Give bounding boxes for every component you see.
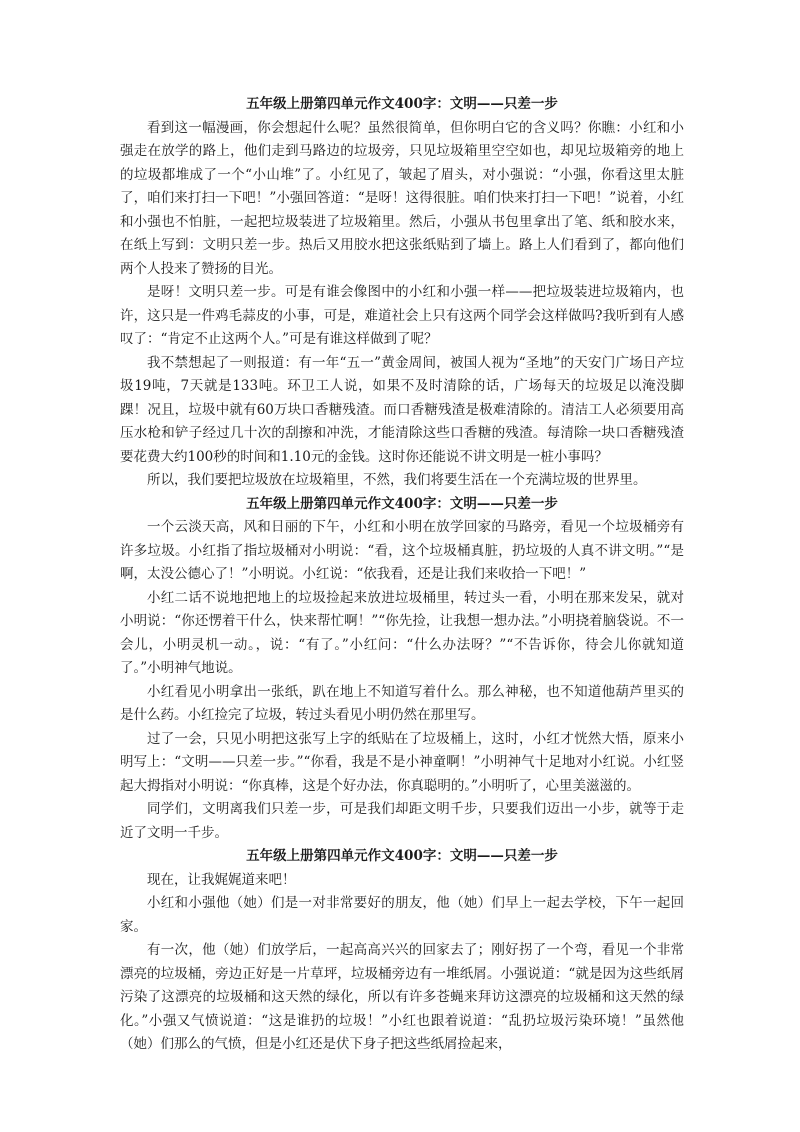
paragraph: 一个云淡天高，风和日丽的下午，小红和小明在放学回家的马路旁，看见一个垃圾桶旁有许多垃圾。小红指了指垃圾桶对小明说：“看，这个垃圾桶真脏，扔垃圾的人真不讲文明。”“是啊，太没公德心了！”小明说。小红说：“依我看，还是让我们来收拾一下吧！” — [120, 519, 684, 582]
paragraph: 是呀！文明只差一步。可是有谁会像图中的小红和小强一样——把垃圾装进垃圾箱内，也许，这只是一件鸡毛蒜皮的小事，可是，难道社会上只有这两个同学会这样做吗?我听到有人感叹了：“肯定不止这两个人。”可是有谁这样做到了呢？ — [120, 284, 684, 347]
paragraph: 看到这一幅漫画，你会想起什么呢？虽然很简单，但你明白它的含义吗？你瞧：小红和小强走在放学的路上，他们走到马路边的垃圾旁，只见垃圾箱里空空如也，却见垃圾箱旁的地上的垃圾都堆成了一个“小山堆”了。小红见了，皱起了眉头，对小强说：“小强，你看这里太脏了，咱们来打扫一下吧！”小强回答道：“是呀！这得很脏。咱们快来打扫一下吧！”说着，小红和小强也不怕脏，一起把垃圾装进了垃圾箱里。然后，小强从书包里拿出了笔、纸和胶水来，在纸上写到：文明只差一步。热后又用胶水把这张纸贴到了墙上。路上人们看到了，都向他们两个人投来了赞扬的目光。 — [120, 119, 684, 277]
paragraph: 小红看见小明拿出一张纸，趴在地上不知道写着什么。那么神秘，也不知道他葫芦里买的是什么药。小红捡完了垃圾，转过头看见小明仍然在那里写。 — [120, 683, 684, 723]
paragraph: 有一次，他（她）们放学后，一起高高兴兴的回家去了；刚好拐了一个弯，看见一个非常漂亮的垃圾桶，旁边正好是一片草坪，垃圾桶旁边有一堆纸屑。小强说道：“就是因为这些纸屑污染了这漂亮的垃圾桶和这天然的绿化，所以有许多苍蝇来拜访这漂亮的垃圾桶和这天然的绿化。”小强又气愤说道：“这是谁扔的垃圾！”小红也跟着说道：“乱扔垃圾污染环境！”虽然他（她）们那么的气愤，但是小红还是伏下身子把这些纸屑捡起来， — [120, 942, 684, 1052]
essay-section-3 — [120, 845, 684, 1057]
essay-section-1 — [120, 93, 684, 493]
essay-title: 五年级上册第四单元作文400字：文明——只差一步 — [246, 495, 558, 512]
essay-title: 五年级上册第四单元作文400字：文明——只差一步 — [246, 848, 558, 864]
document-page — [120, 93, 684, 1057]
essay-section-2 — [120, 493, 684, 846]
paragraph: 小红二话不说地把地上的垃圾捡起来放进垃圾桶里，转过头一看，小明在那来发呆，就对小明说：“你还愣着干什么，快来帮忙啊！”“你先捡，让我想一想办法。”小明挠着脑袋说。不一会儿，小明灵机一动。，说：“有了。”小红问：“什么办法呀？”“不告诉你，待会儿你就知道了。”小明神气地说。 — [120, 589, 684, 676]
paragraph: 小红和小强他（她）们是一对非常要好的朋友，他（她）们早上一起去学校，下午一起回家。 — [120, 895, 684, 935]
essay-title: 五年级上册第四单元作文400字：文明——只差一步 — [246, 96, 558, 112]
paragraph: 现在，让我娓娓道来吧！ — [147, 871, 296, 888]
paragraph: 所以，我们要把垃圾放在垃圾箱里，不然，我们将要生活在一个充满垃圾的世界里。 — [147, 472, 647, 488]
paragraph: 我不禁想起了一则报道：有一年“五一”黄金周间，被国人视为“圣地”的天安门广场日产垃圾19吨，7天就是133吨。环卫工人说，如果不及时清除的话，广场每天的垃圾足以淹没脚踝！况且，垃圾中就有60万块口香糖残渣。而口香糖残渣是极难清除的。清洁工人必须要用高压水枪和铲子经过几十次的刮擦和冲洗，才能清除这些口香糖的残渣。每清除一块口香糖残渣要花费大约100秒的时间和1.10元的金钱。这时你还能说不讲文明是一桩小事吗？ — [120, 354, 684, 465]
paragraph: 同学们，文明离我们只差一步，可是我们却距文明千步，只要我们迈出一小步，就等于走近了文明一千步。 — [120, 801, 684, 841]
paragraph: 过了一会，只见小明把这张写上字的纸贴在了垃圾桶上，这时，小红才恍然大悟，原来小明写上：“文明——只差一步。”“你看，我是不是小神童啊！”小明神气十足地对小红说。小红竖起大拇指对小明说：“你真棒，这是个好办法，你真聪明的。”小明听了，心里美滋滋的。 — [120, 730, 684, 794]
